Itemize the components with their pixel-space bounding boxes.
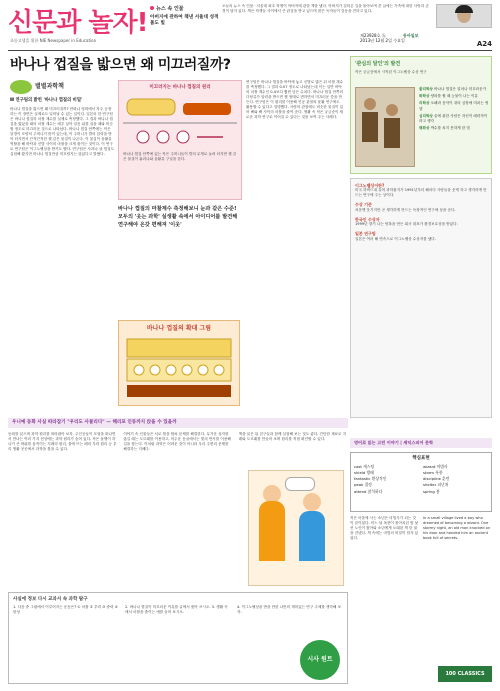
box-subtitle: 작은 궁금증에서 시작된 이그노벨상 수상 연구 (355, 69, 427, 74)
person-head-icon (364, 98, 376, 110)
shoe-shape (183, 103, 231, 115)
story-col-2: 이야기 속 인물들은 서로 힘을 합쳐 문제를 해결한다. 무거운 상자를 옮길 때는 도르래를 이용하고, 어두운 동굴에서는 빛의 반사를 이용해 길을 찾는다. 이처럼 과학은 어려운 것이 아니라 우리 주변의 문제를 해결하는 지혜다. (123, 432, 231, 452)
person-head-icon (386, 104, 398, 116)
vocab-item: shelter 피난처 (423, 482, 449, 488)
section-name: 별별과학책 (35, 82, 64, 90)
character-body-shape (299, 511, 325, 561)
news-tag: 뉴스 속 인물 (156, 6, 184, 12)
section-logo (10, 80, 114, 94)
person-photo (436, 4, 492, 28)
vocab-item: peak 절정 (354, 482, 372, 488)
info-entry: 수상 기준 처음엔 웃기지만 곧 생각하게 만드는 독창적인 연구에 상을 준다. (355, 202, 456, 212)
list-item: 물리학상 바나나 껍질은 얼마나 미끄러운가 (419, 87, 487, 91)
ground-layer (127, 385, 231, 397)
english-section-header (350, 438, 492, 448)
banana-shape (127, 99, 175, 115)
vocab-item: fantastic 환상적인 (354, 476, 387, 482)
vocab-item: spring 봄 (423, 488, 440, 494)
info-entry: 이그노벨상이란? 미국 하버드대 유머 과학잡지가 1991년부터 해마다 사람들을 웃게 하고 생각하게 만드는 연구에 주는 상이다. (355, 183, 487, 198)
center-article-body: 연구팀은 바나나 껍질을 바닥에 놓고 신발로 밟은 뒤 마찰 계수를 측정했다. 그 결과 0.07 정도로 나타났는데 이는 일반 바닥의 마찰 계수인 0.4보다 훨씬 낮은 수치다. 바나나 껍질 안쪽의 다당류가 압력을 받으면 젤 형태로 변하면서 미끄러운 층을 만든다. 연구팀은 이 원리를 이용해 인공 관절의 윤활 연구에도 활용할 수 있다고 설명했다. 사람의 관절에도 비슷한 물질이 있어 뼈와 뼈 사이의 마찰을 줄여 준다. 생활 속 작은 궁금증이 새로운 과학 연구로 이어질 수 있다는 것을 보여 주는 사례다. (246, 80, 344, 120)
section-badge-icon (10, 80, 32, 94)
info-box (350, 178, 492, 418)
page-number: A24 (476, 40, 492, 48)
cell-icon (177, 131, 189, 143)
issue-date: 2013년 12월 2일 수요일 (360, 38, 405, 44)
vocab-item: attend 참석하다 (354, 488, 383, 494)
character-body-shape (259, 501, 285, 561)
speech-bubble-icon (285, 477, 315, 491)
peel-closeup (118, 320, 240, 406)
story-illustration (248, 470, 344, 586)
right-column (350, 56, 492, 436)
quiz-heading: 사실에 정보 다시 교과서 속 과학 탐구 (13, 597, 88, 602)
scene-illustration (355, 87, 415, 167)
header-divider (8, 50, 492, 51)
person-body-shape (362, 112, 378, 142)
left-column (10, 80, 114, 410)
sac-icon (182, 365, 192, 375)
english-story (350, 516, 492, 676)
peel-outer-layer (127, 339, 231, 357)
sac-icon (198, 365, 208, 375)
vocab-item: wizard 마법사 (423, 464, 448, 470)
news-person-teaser[interactable] (150, 6, 220, 28)
pull-quote: 바나나 껍질의 마찰계수 측정해보니 눈과 같은 수준! 모두의 '웃는 과학' 실생활 속에서 아이디어를 발견해 연구해야 온갖 편해져 '이웃' (118, 206, 238, 228)
story-col-1: 동화를 읽으며 과학 원리를 따라잡아 보자. 주인공들이 모험을 떠나면서 만나는 여러 가지 현상에는 과학 원리가 숨어 있다. 작은 돌멩이 하나가 큰 바위를 움직이는 지레의 원리, 물에 뜨는 배의 부력 원리 등 우리 생활 곳곳에서 과학을 찾을 수 있다. (8, 432, 117, 452)
main-headline[interactable]: 바나나 껍질을 밟으면 왜 미끄러질까? (10, 57, 231, 73)
story-headline[interactable]: 우니예 동화 사실 따라잡기 "우리도 사물리다" — 해리포 인류까지 앉을 수 있을까 (12, 420, 177, 425)
award-list (419, 87, 489, 133)
english-section-title[interactable]: 영어로 읽는 고전 이야기 | 셰익스피어 문학 (354, 440, 434, 445)
center-column (118, 80, 344, 410)
diagram-title: 미끄러지는 바나나 껍질의 원리 (149, 85, 211, 90)
vocab-title: 핵심표현 (412, 456, 430, 461)
peel-title: 바나나 껍질의 확대 그림 (146, 325, 212, 332)
list-item: 화학상 양파를 썰 때 눈물이 나는 이유 (419, 94, 478, 99)
cell-icon (157, 131, 169, 143)
quiz-question-1: 1. 다음 중 그림에서 이루어지는 운동은? ① 마찰 ② 부력 ③ 중력 ④ 탄성 (13, 605, 118, 615)
vocab-grid (354, 464, 488, 494)
ig-nobel-box (350, 56, 492, 174)
vocab-item: storm 폭풍 (423, 470, 443, 476)
vocab-item: cast 캐스팅 (354, 464, 375, 470)
article-body: 바나나 껍질을 밟으면 왜 미끄러질까? 만화나 영화에서 자주 등장하는 이 장면은 실제로도 일어날 수 있는 일이다. 일본의 한 연구팀은 바나나 껍질의 마찰 계수를 실제로 측정했다. 그 결과 바나나 껍질을 밟았을 때의 마찰 계수는 매우 낮아 얼음 위를 걸을 때와 비슷할 정도로 미끄러운 것으로 나타났다. 바나나 껍질 안쪽에는 작은 알갱이 모양의 주머니가 많이 있는데, 이 주머니가 발의 압력을 받아 터지면서 끈적끈적한 젤 같은 물질이 나온다. 이 물질이 윤활유 역할을 해 바닥과 신발 사이의 마찰을 크게 줄이는 것이다. 이 연구로 연구팀은 이그노벨상을 받기도 했다. 연구팀은 사과나 귤 껍질도 실험해 봤지만 바나나 껍질만큼 미끄럽지는 않았다고 밝혔다. (10, 106, 114, 157)
vocab-item: discipline 훈련 (423, 476, 450, 482)
story-section-header (8, 418, 348, 428)
quiz-box (8, 592, 348, 684)
quiz-question-3: 4. 이그노벨상을 받을 만한 나만의 재미있는 연구 주제를 생각해 보자. (237, 605, 341, 615)
sac-icon (134, 365, 144, 375)
paper-name: 동아일보 (403, 33, 419, 38)
person-body-shape (384, 118, 400, 148)
list-item: 의학상 오페라 음악이 쥐의 심장에 미치는 영향 (419, 101, 489, 111)
cell-icon (137, 131, 149, 143)
masthead-subtitle: 초등고생을 위한 NIE Newspaper in Education (10, 38, 97, 43)
box-title: '관심의 달인'의 발견 (355, 61, 401, 67)
page-header (0, 0, 500, 52)
hair-shape (455, 5, 473, 13)
friction-diagram (118, 80, 242, 200)
list-item: 평화상 박수를 치지 못하게 한 법 (419, 126, 470, 131)
english-col-korean: 작은 마을에 사는 소년은 마법사가 되는 것이 꿈이었다. 어느 날 폭풍이 몰아치던 밤 낯선 노인이 찾아와 소년에게 오래된 책 한 권을 건넸다. 책 속에는 마법의 비밀이 담겨 있었다. (350, 516, 419, 541)
peel-illustration (123, 333, 235, 401)
diagram-caption: 바나나 껍질 안쪽에 있는 작은 주머니들이 발의 무게로 눌려 터지면 젤 같은 물질이 흘러나와 윤활유 구실을 한다. (123, 152, 237, 162)
sac-icon (166, 365, 176, 375)
list-item: 심리학상 술에 취한 사람은 자신이 매력적이라고 생각 (419, 113, 488, 124)
masthead: 신문과 놀자! (8, 8, 148, 38)
sac-icon (214, 365, 224, 375)
story-col-3: 책을 읽은 뒤 친구들과 함께 실험해 보는 것도 좋다. 간단한 재료로 지레와 도르래를 만들어 보며 원리를 직접 확인할 수 있다. (238, 432, 347, 442)
diagram-illustration (123, 93, 237, 151)
sac-icon (150, 365, 160, 375)
issue-info (360, 33, 494, 44)
article-lead: Ⅲ 연구팀의 밝힌 '바나나 껍질의 비밀' (10, 98, 83, 103)
stamp-badge: 시사 원트 (300, 640, 340, 680)
vocab-item: shield 방패 (354, 470, 374, 476)
quiz-question-2: 2. 바나나 껍질이 미끄러운 이유를 글에서 찾아 쓰시오. 3. 생활 속에서 마찰을 줄이는 예를 들어 보시오. (125, 605, 228, 615)
info-entry: 일본 연구팀 일본은 여러 해 연속으로 이그노벨상 수상자를 냈다. (355, 231, 436, 241)
issue-number: 제23928호 Ⓐ (360, 33, 386, 38)
news-brief: 오늘의 뉴스 속 인물 · 서울대 최초 학생이 아버지에 관한 책을 냈다. 아버지가 걸어온 길을 돌아보며 쓴 글에는 가족에 대한 사랑과 존경이 담겨 있다. 책은 학생들 사이에서 큰 관심을 받고 있으며 많은 독자들이 감동을 전하고 있다. (222, 4, 429, 14)
bullet-icon (150, 6, 154, 10)
character-head-icon (303, 493, 321, 511)
english-col-english: In a small village lived a boy who dreamed of becoming a wizard. One stormy night, an old man knocked on his door and handed him an ancient book full of secrets. (423, 516, 491, 541)
classics-logo: 100 CLASSICS (438, 666, 492, 682)
vocab-box (350, 452, 492, 512)
news-headline: 아버지에 관하여 책낸 서울대 성적 톱도 빛 (150, 14, 219, 27)
info-entry: 한국인 수상자 1999년 향기 나는 양복을 만든 회사 대표가 환경보호상을 받았다. (355, 216, 458, 227)
